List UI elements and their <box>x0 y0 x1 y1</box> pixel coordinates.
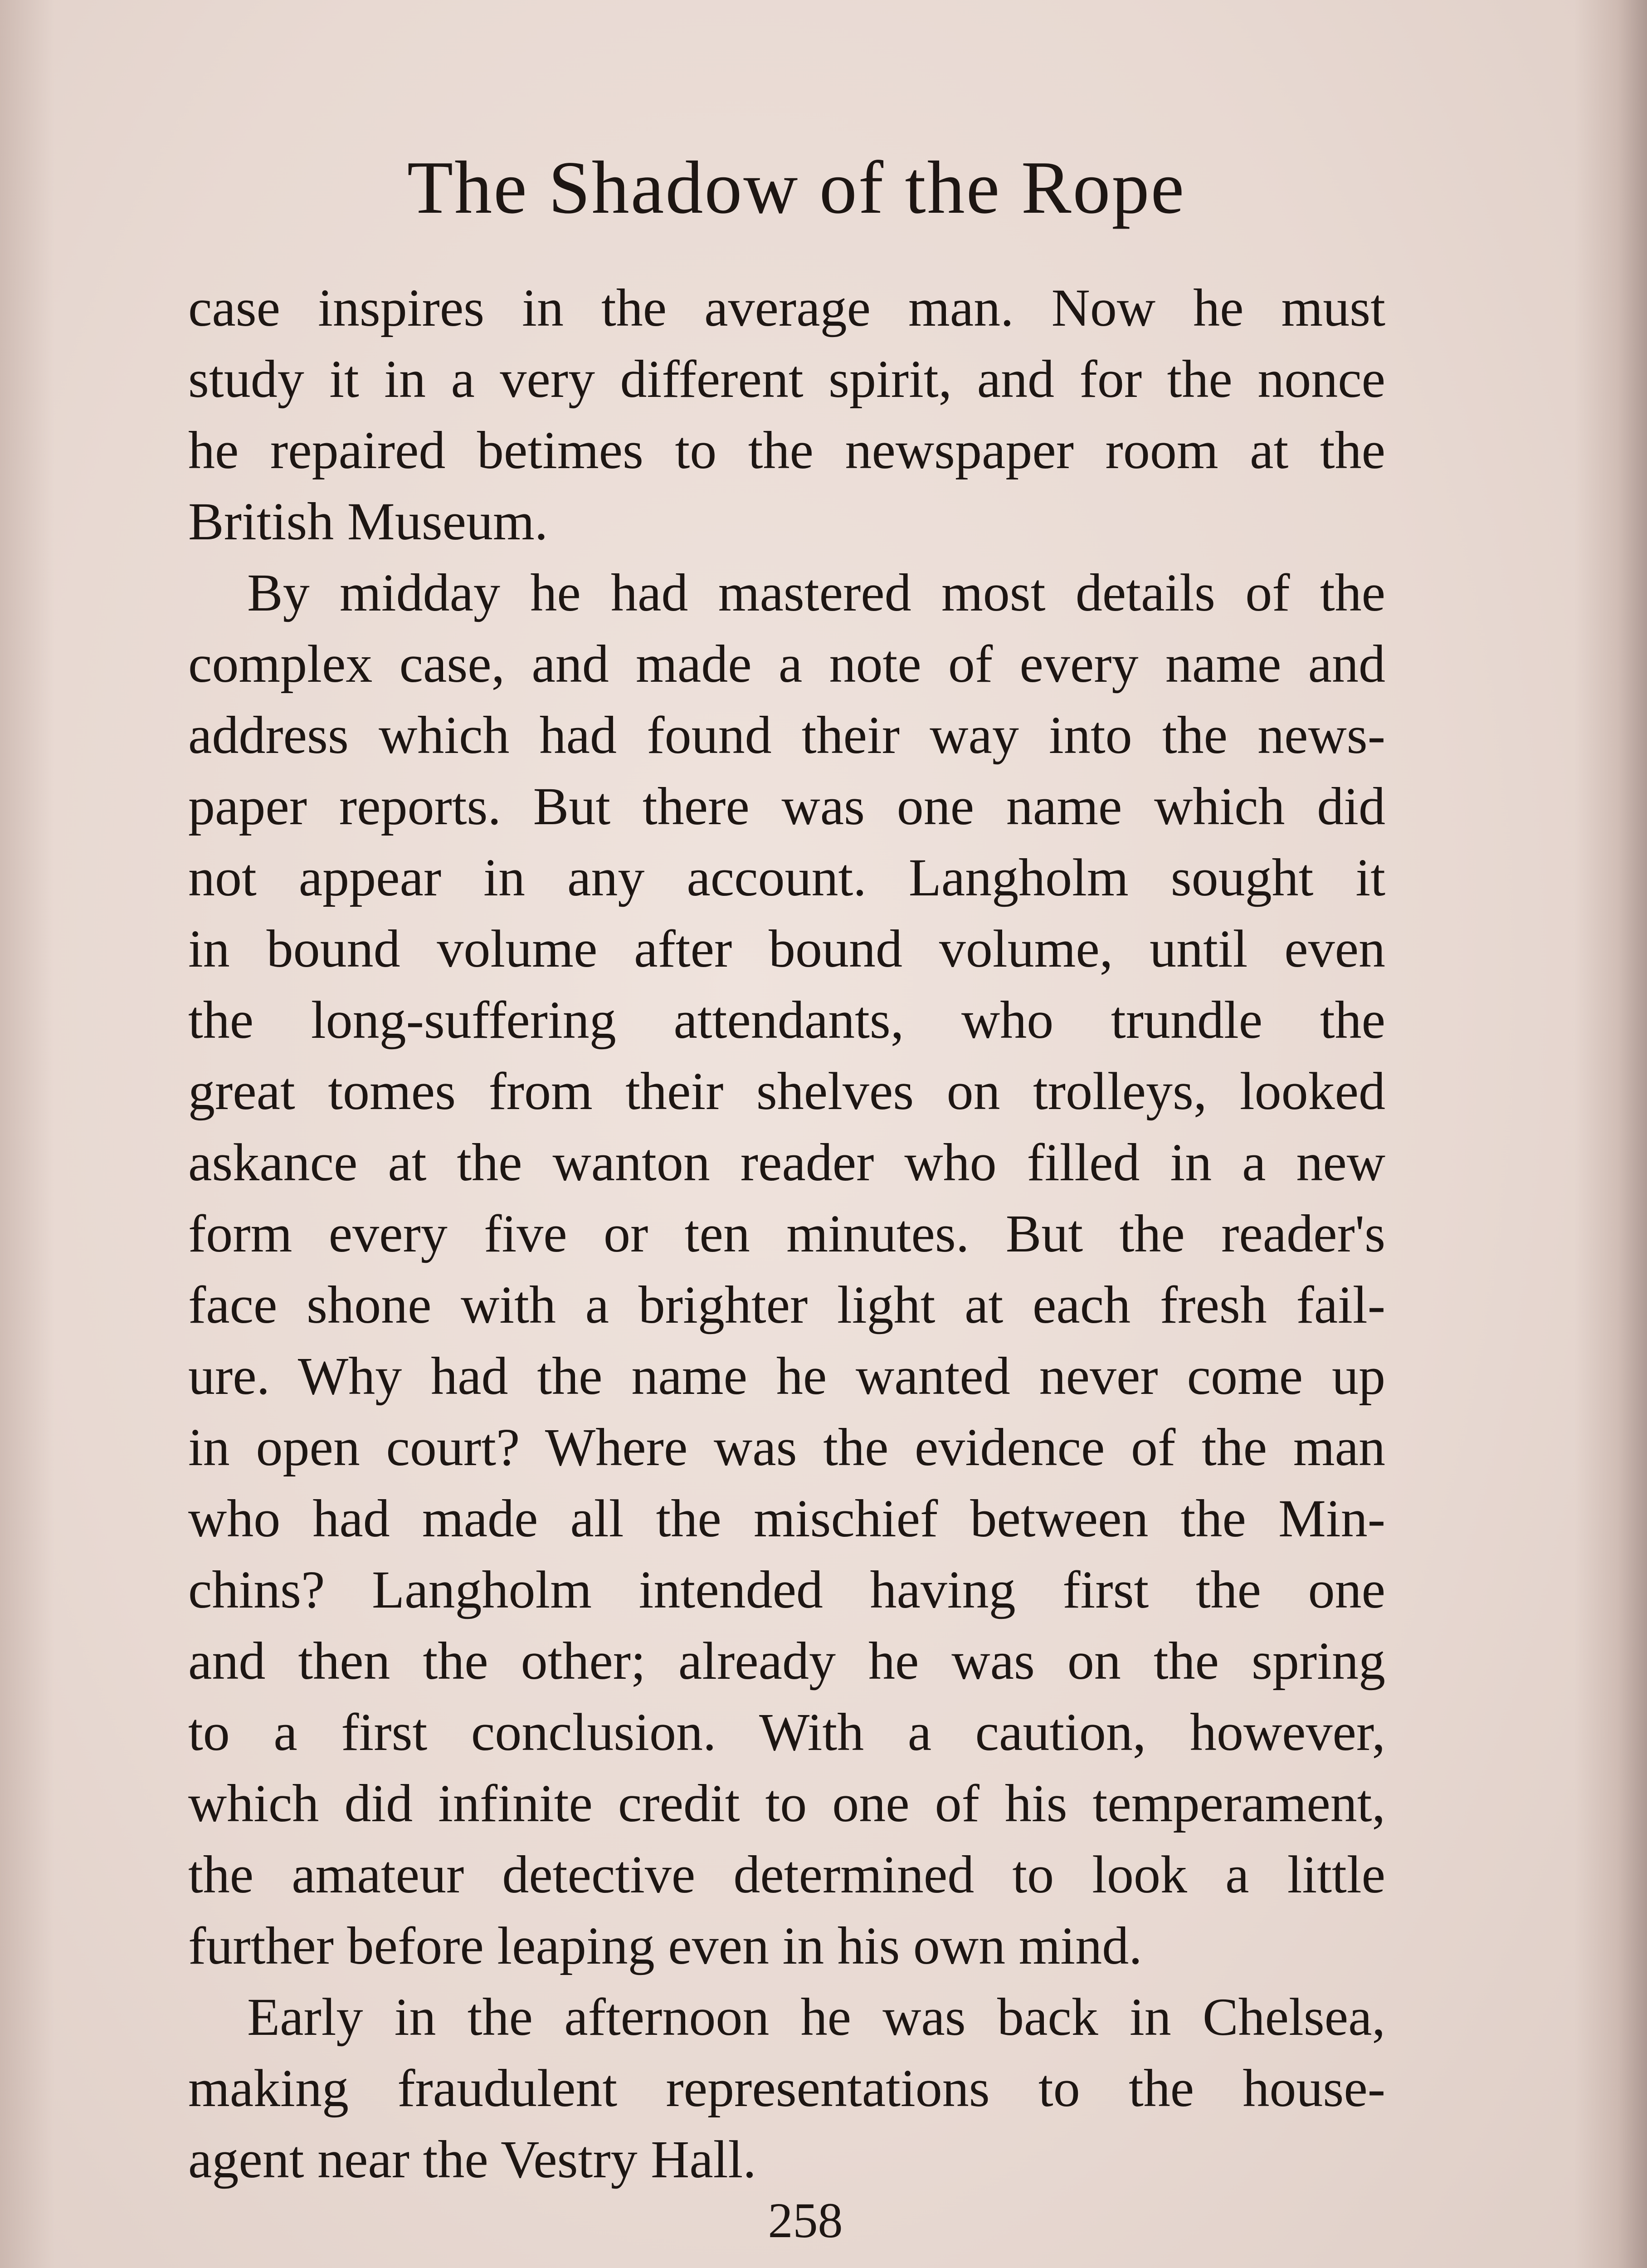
paragraph <box>188 557 1385 1981</box>
text-line: and then the other; already he was on the spring <box>188 1631 1385 1691</box>
paragraph <box>188 272 1385 557</box>
text-line: ure. Why had the name he wanted never come up <box>188 1346 1385 1406</box>
text-line: in bound volume after bound volume, until even <box>188 919 1385 978</box>
text-line: which did infinite credit to one of his temperament, <box>188 1774 1385 1833</box>
text-line: to a first conclusion. With a caution, however, <box>188 1702 1385 1762</box>
text-line: study it in a very different spirit, and for the nonce <box>188 349 1385 409</box>
text-line: who had made all the mischief between the Min- <box>188 1489 1385 1548</box>
page-left-shadow <box>0 0 54 2268</box>
page-number: 258 <box>768 2193 843 2248</box>
text-line: the long-suffering attendants, who trundle the <box>188 990 1385 1050</box>
text-line: form every five or ten minutes. But the reader's <box>188 1204 1385 1263</box>
text-line: making fraudulent representations to the house- <box>188 2058 1385 2118</box>
text-line: Early in the afternoon he was back in Chelsea, <box>247 1987 1385 2047</box>
text-line: British Museum. <box>188 492 548 551</box>
text-line: great tomes from their shelves on trolleys, looked <box>188 1061 1385 1121</box>
text-line: address which had found their way into the news- <box>188 705 1385 765</box>
text-line: he repaired betimes to the newspaper room at the <box>188 420 1385 480</box>
text-line: By midday he had mastered most details of the <box>247 563 1385 622</box>
text-line: not appear in any account. Langholm sought it <box>188 848 1385 907</box>
text-line: in open court? Where was the evidence of the man <box>188 1418 1385 1477</box>
text-line: paper reports. But there was one name which did <box>188 777 1385 836</box>
text-line: face shone with a brighter light at each fresh fail- <box>188 1275 1385 1334</box>
paragraph <box>188 1981 1385 2195</box>
text-line: chins? Langholm intended having first the one <box>188 1560 1385 1619</box>
page-edge-shadow <box>1574 0 1647 2268</box>
body-text <box>188 272 1385 2195</box>
running-head: The Shadow of the Rope <box>407 146 1186 229</box>
text-line: agent near the Vestry Hall. <box>188 2130 756 2189</box>
text-line: further before leaping even in his own mind. <box>188 1916 1142 1975</box>
text-line: askance at the wanton reader who filled in a new <box>188 1133 1385 1192</box>
text-line: complex case, and made a note of every name and <box>188 634 1385 694</box>
text-line: case inspires in the average man. Now he must <box>188 278 1385 337</box>
text-line: the amateur detective determined to look a little <box>188 1845 1385 1904</box>
